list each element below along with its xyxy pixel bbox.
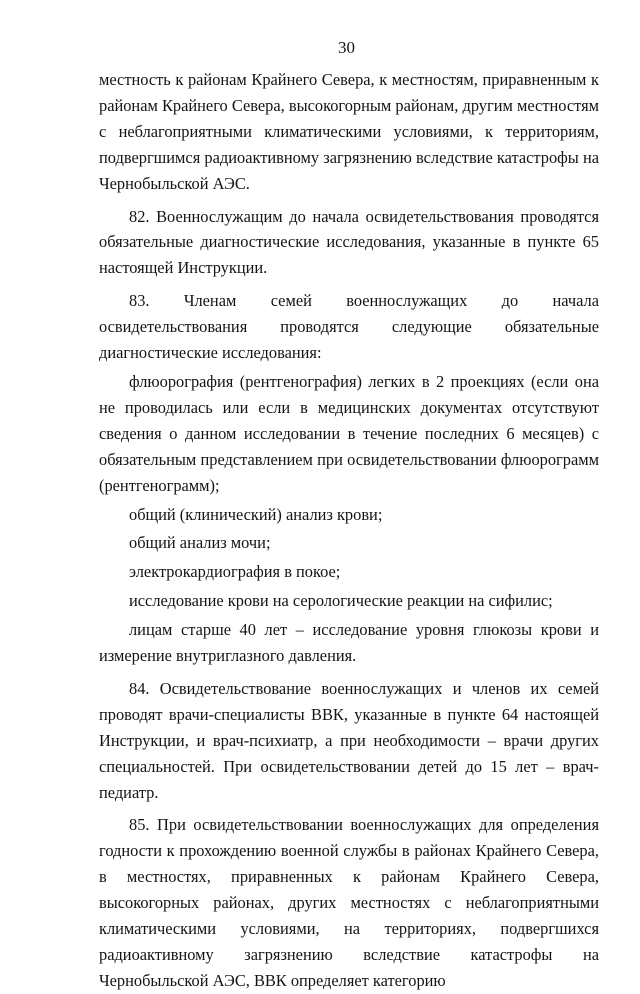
document-body <box>99 67 599 994</box>
list-item-blood-test: общий (клинический) анализ крови; <box>129 504 383 524</box>
page-number: 30 <box>338 38 355 57</box>
list-item-syphilis-test: исследование крови на серологические реакции на сифилис; <box>129 591 553 611</box>
list-item-ecg: электрокардиография в покое; <box>129 562 341 582</box>
paragraph-84: 84. Освидетельствование военнослужащих и членов их семей проводят врачи-специалисты ВВК, указанные в пункте 64 настоящей Инструкции, и врач-психиатр, а при необходимости – врачи других специальностей. При освидетельствовании детей до 15 лет – врач-педиатр. <box>99 678 599 802</box>
paragraph-continuation: местность к районам Крайнего Севера, к местностям, приравненным к районам Крайнего Севера, высокогорным районам, другим местностям с неблагоприятными климатическими условиями, к территориям, подвергшимся радиоактивному загрязнению вследствие катастрофы на Чернобыльской АЭС. <box>99 70 599 193</box>
list-item-fluorography: флюорография (рентгенография) легких в 2 проекциях (если она не проводилась или если в медицинских документах отсутствуют сведения о данном исследовании в течение последних 6 месяцев) с обязательным представлением при освидетельствовании флюорограмм (рентгенограмм); <box>99 371 599 495</box>
paragraph-85: 85. При освидетельствовании военнослужащих для определения годности к прохождению военной службы в районах Крайнего Севера, в местностях, приравненных к районам Крайнего Севера, высокогорных районах, других местностях с неблагоприятными климатическими условиями, на территориях, подвергшихся радиоактивному загрязнению вследствие катастрофы на Чернобыльской АЭС, ВВК определяет категорию <box>99 815 599 990</box>
list-item-over-40: лицам старше 40 лет – исследование уровня глюкозы крови и измерение внутриглазного давления. <box>99 620 599 666</box>
list-item-urine-test: общий анализ мочи; <box>129 533 271 553</box>
paragraph-82: 82. Военнослужащим до начала освидетельствования проводятся обязательные диагностические исследования, указанные в пункте 65 настоящей Инструкции. <box>99 206 599 278</box>
paragraph-83: 83. Членам семей военнослужащих до начала освидетельствования проводятся следующие обязательные диагностические исследования: <box>99 291 599 363</box>
